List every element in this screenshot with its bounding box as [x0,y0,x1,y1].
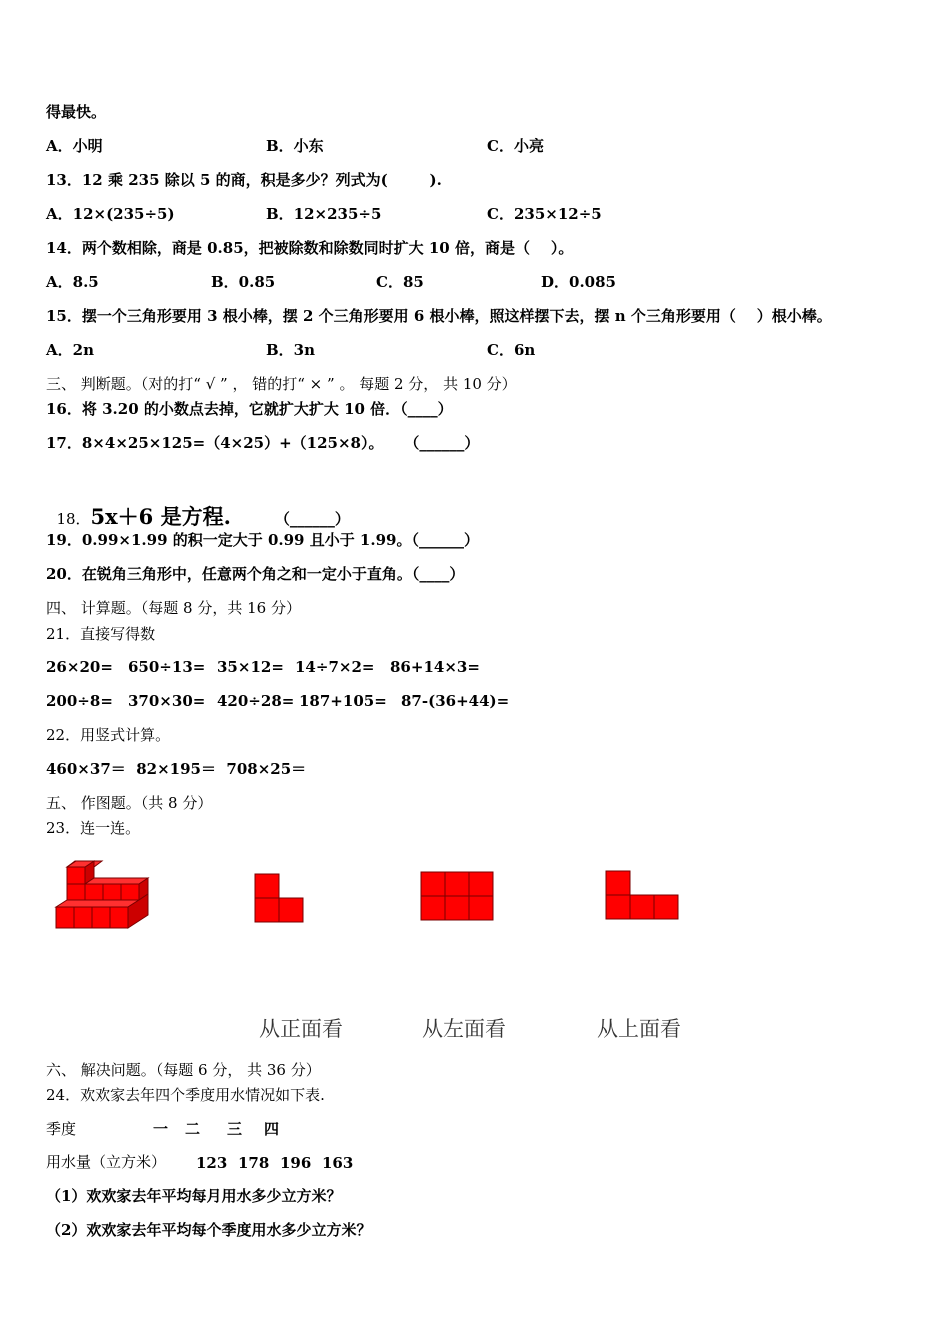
q21-r2-item-5: 87-(36+44)= [401,692,510,710]
q24-row-label-quarter: 季度 [46,1120,77,1138]
q21-r2-item-3: 420÷28= [217,692,295,710]
q14-option-b[interactable]: B．0.85 [211,273,276,291]
cube-solid-figure [52,858,152,932]
q24-usage-2: 178 [238,1154,270,1172]
q21-r1-item-5: 86+14×3= [390,658,480,676]
cube-front-face [85,884,103,900]
cube-top-face [85,878,148,884]
square [469,872,493,896]
cube-front-face [74,907,92,928]
q13-stem: 13．12 乘 235 除以 5 的商，积是多少？列式为( ). [46,171,442,189]
q21-r2-item-2: 370×30= [128,692,206,710]
q20: 20．在锐角三角形中，任意两个角之和一定小于直角。（____） [46,565,465,583]
square [654,895,678,919]
q14-stem: 14．两个数相除，商是 0.85，把被除数和除数同时扩大 10 倍，商是（ ）。 [46,239,574,257]
q19: 19．0.99×1.99 的积一定大于 0.99 且小于 1.99。（______） [46,531,479,549]
q21-stem: 21．直接写得数 [46,625,156,643]
q18-blank: （______） [274,510,350,528]
section-5-heading: 五、 作图题。（共 8 分） [46,794,213,812]
q21-r1-item-2: 650÷13= [128,658,206,676]
q21-r2-item-1: 200÷8= [46,692,113,710]
q21-r1-item-1: 26×20= [46,658,113,676]
q24-usage-1: 123 [196,1154,228,1172]
square [445,872,469,896]
square [469,896,493,920]
view-shape-2[interactable] [420,871,495,923]
q17: 17．8×4×25×125=（4×25）+（125×8）。 （______） [46,434,480,452]
q22-stem: 22．用竖式计算。 [46,726,171,744]
q15-stem: 15．摆一个三角形要用 3 根小棒，摆 2 个三角形要用 6 根小棒，照这样摆下去，摆 n 个三角形要用（ ）根小棒。 [46,307,832,325]
q23-stem: 23．连一连。 [46,819,141,837]
q24-quarter-4: 四 [264,1120,280,1138]
square [421,896,445,920]
q21-r1-item-3: 35×12= [217,658,284,676]
square [606,895,630,919]
view-caption-front[interactable]: 从正面看 [259,1017,343,1041]
cube-front-face [121,884,139,900]
q24-usage-3: 196 [280,1154,312,1172]
q18-number: 18． [56,510,91,528]
cube-front-face [67,884,85,900]
q22-items: 460×37＝ 82×195＝ 708×25＝ [46,760,307,778]
q14-option-d[interactable]: D．0.085 [541,273,616,291]
square [445,896,469,920]
square [255,874,279,898]
cube-front-face [67,867,85,884]
q12-option-c[interactable]: C．小亮 [487,137,544,155]
q12-option-a[interactable]: A．小明 [46,137,103,155]
section-6-heading: 六、 解决问题。（每题 6 分， 共 36 分） [46,1061,321,1079]
q18-stem: 5x＋6 是方程. [90,504,231,529]
section-3-heading: 三、 判断题。（对的打“ √ ” ， 错的打“ × ” 。 每题 2 分， 共 10 分） [46,375,517,393]
q24-quarter-1: 一 [153,1120,169,1138]
square [630,895,654,919]
view-shape-1[interactable] [254,873,306,925]
cube-front-face [92,907,110,928]
section-4-heading: 四、 计算题。（每题 8 分，共 16 分） [46,599,301,617]
q13-option-b[interactable]: B．12×235÷5 [266,205,382,223]
cube-front-face [110,907,128,928]
cube-front-face [56,907,74,928]
view-caption-top[interactable]: 从上面看 [597,1017,681,1041]
square [421,872,445,896]
q16: 16．将 3.20 的小数点去掉，它就扩大扩大 10 倍．（____） [46,400,453,418]
q24-usage-4: 163 [322,1154,354,1172]
q24-quarter-3: 三 [227,1120,243,1138]
q24-subquestion-2: （2）欢欢家去年平均每个季度用水多少立方米？ [46,1221,372,1239]
q12-stem-tail: 得最快。 [46,103,107,121]
q24-row-label-usage: 用水量（立方米） [46,1153,167,1171]
q15-option-a[interactable]: A．2n [46,341,94,359]
q12-option-b[interactable]: B．小东 [266,137,324,155]
q14-option-c[interactable]: C．85 [376,273,424,291]
cube-top-face [56,900,139,907]
q15-option-c[interactable]: C．6n [487,341,536,359]
view-shape-3[interactable] [605,870,681,922]
q21-r2-item-4: 187+105= [299,692,387,710]
q18 [46,478,350,532]
cube-front-face [103,884,121,900]
q24-subquestion-1: （1）欢欢家去年平均每月用水多少立方米？ [46,1187,342,1205]
square [606,871,630,895]
q15-option-b[interactable]: B．3n [266,341,316,359]
square [255,898,279,922]
q21-r1-item-4: 14÷7×2= [295,658,375,676]
square [279,898,303,922]
view-caption-left[interactable]: 从左面看 [422,1017,506,1041]
q24-quarter-2: 二 [185,1120,201,1138]
q24-stem: 24．欢欢家去年四个季度用水情况如下表. [46,1086,325,1104]
q14-option-a[interactable]: A．8.5 [46,273,99,291]
q13-option-c[interactable]: C．235×12÷5 [487,205,602,223]
q13-option-a[interactable]: A．12×(235÷5) [46,205,175,223]
